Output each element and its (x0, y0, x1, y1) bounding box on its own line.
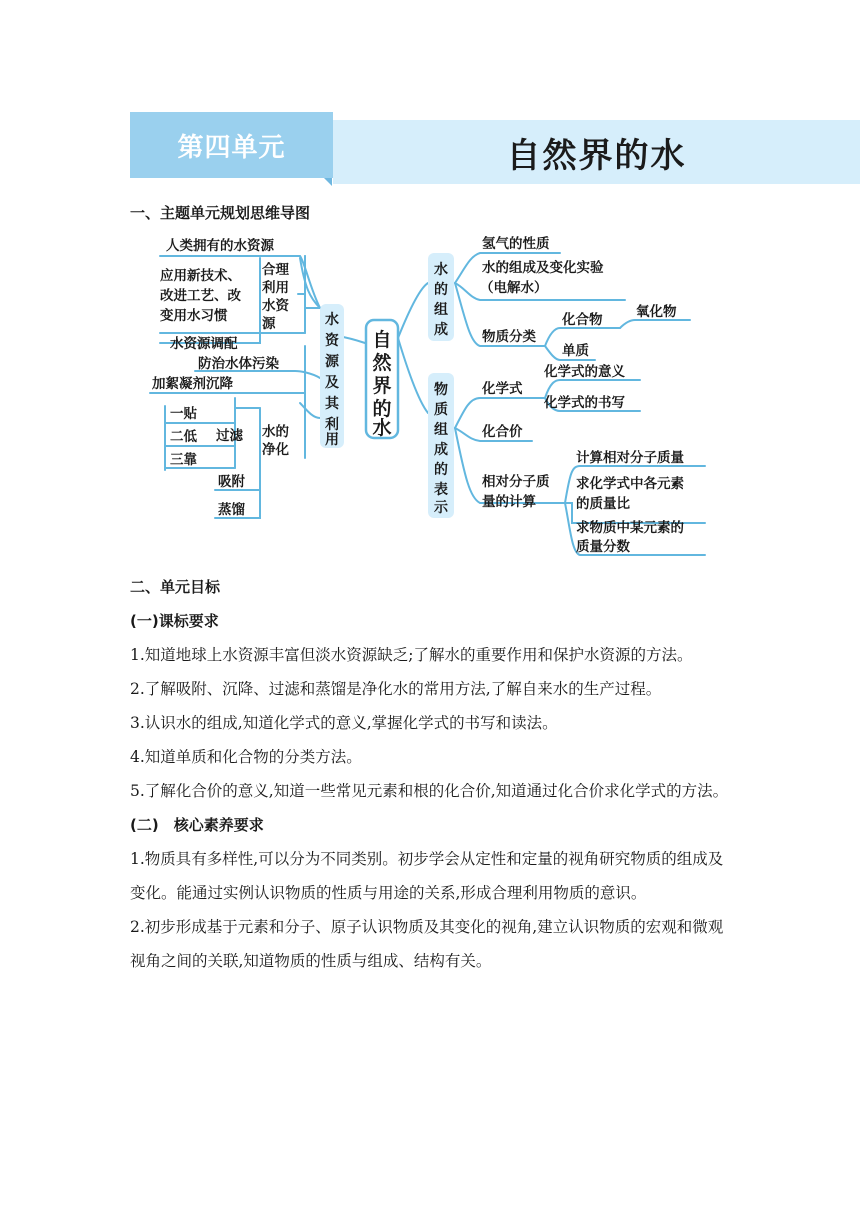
mm-right-top-label: 水的组成 (434, 262, 448, 338)
mm-valence: 化合价 (482, 424, 523, 440)
mm-newtech-1: 应用新技术、 (160, 268, 241, 284)
mm-calc-1: 计算相对分子质量 (576, 450, 684, 466)
mm-newtech-2: 改进工艺、改 (160, 288, 241, 304)
mm-rational-2: 利用 (262, 280, 289, 296)
goal-item-1: 1.知道地球上水资源丰富但淡水资源缺乏;了解水的重要作用和保护水资源的方法。 (130, 646, 693, 664)
section1-heading: 一、主题单元规划思维导图 (130, 204, 311, 222)
goal-item-5: 5.了解化合价的意义,知道一些常见元素和根的化合价,知道通过化合价求化学式的方法。 (130, 782, 729, 800)
unit-title: 自然界的水 (506, 135, 687, 176)
mm-allocation: 水资源调配 (170, 336, 238, 352)
mm-element: 单质 (562, 343, 589, 359)
mm-rational-1: 合理 (262, 262, 289, 278)
mm-oxide: 氧化物 (636, 304, 677, 320)
mm-hydrogen: 氢气的性质 (482, 236, 550, 252)
banner-notch (324, 178, 332, 186)
unit-label: 第四单元 (177, 132, 286, 163)
mm-flocculation: 加絮凝剂沉降 (152, 376, 233, 392)
mm-formula-writing: 化学式的书写 (544, 395, 625, 411)
mm-distill: 蒸馏 (218, 502, 245, 518)
mm-filter-1: 一贴 (170, 406, 197, 422)
literacy-item-1: 1.物质具有多样性,可以分为不同类别。初步学会从定性和定量的视角研究物质的组成及变化。能通过实例认识物质的性质与用途的关系,形成合理利用物质的意识。 (130, 850, 724, 902)
mm-center: 自然界的水 (372, 329, 392, 439)
unit-title-box (333, 120, 860, 184)
mm-newtech-3: 变用水习惯 (160, 308, 228, 324)
unit-label-box (130, 112, 333, 178)
mm-rational-3: 水资 (262, 298, 289, 314)
unit-goals (130, 570, 730, 978)
mm-filter-3: 三靠 (170, 452, 197, 468)
mm-classification: 物质分类 (482, 329, 536, 345)
mm-calc-3a: 求物质中某元素的 (576, 520, 684, 536)
mm-rel-mass-1: 相对分子质 (482, 474, 550, 490)
goal-item-3: 3.认识水的组成,知道化学式的意义,掌握化学式的书写和读法。 (130, 714, 558, 732)
mm-composition-exp: 水的组成及变化实验 (482, 260, 604, 276)
mm-formula: 化学式 (482, 381, 523, 397)
mm-pollution: 防治水体污染 (198, 356, 279, 372)
unit-banner (130, 112, 860, 184)
mm-rational-4: 源 (262, 316, 276, 332)
mm-calc-3b: 质量分数 (576, 539, 630, 555)
mm-purify-2: 净化 (262, 442, 289, 458)
mm-right-bottom-label: 物质组成的表示 (434, 382, 448, 516)
mm-rel-mass-2: 量的计算 (482, 494, 536, 510)
goal-item-4: 4.知道单质和化合物的分类方法。 (130, 748, 362, 766)
mm-formula-meaning: 化学式的意义 (544, 364, 625, 380)
mm-left-label: 水资源及其利用 (325, 312, 339, 448)
mind-map (140, 228, 720, 563)
mm-adsorb: 吸附 (218, 474, 245, 490)
literacy-item-2: 2.初步形成基于元素和分子、原子认识物质及其变化的视角,建立认识物质的宏观和微观视角之间的关联,知道物质的性质与组成、结构有关。 (130, 918, 724, 970)
mm-calc-2a: 求化学式中各元素 (576, 476, 684, 492)
sub1-heading: (一)课标要求 (130, 612, 219, 630)
mm-electrolysis: （电解水） (480, 280, 548, 296)
mm-calc-2b: 的质量比 (576, 496, 630, 512)
mm-filter: 过滤 (216, 428, 243, 444)
mm-compound: 化合物 (562, 312, 603, 328)
sub2-heading: (二) 核心素养要求 (130, 816, 264, 834)
section2-heading: 二、单元目标 (130, 578, 221, 596)
mm-resources: 人类拥有的水资源 (166, 238, 274, 254)
mm-filter-2: 二低 (170, 429, 197, 445)
mm-purify-1: 水的 (262, 424, 289, 440)
goal-item-2: 2.了解吸附、沉降、过滤和蒸馏是净化水的常用方法,了解自来水的生产过程。 (130, 680, 662, 698)
